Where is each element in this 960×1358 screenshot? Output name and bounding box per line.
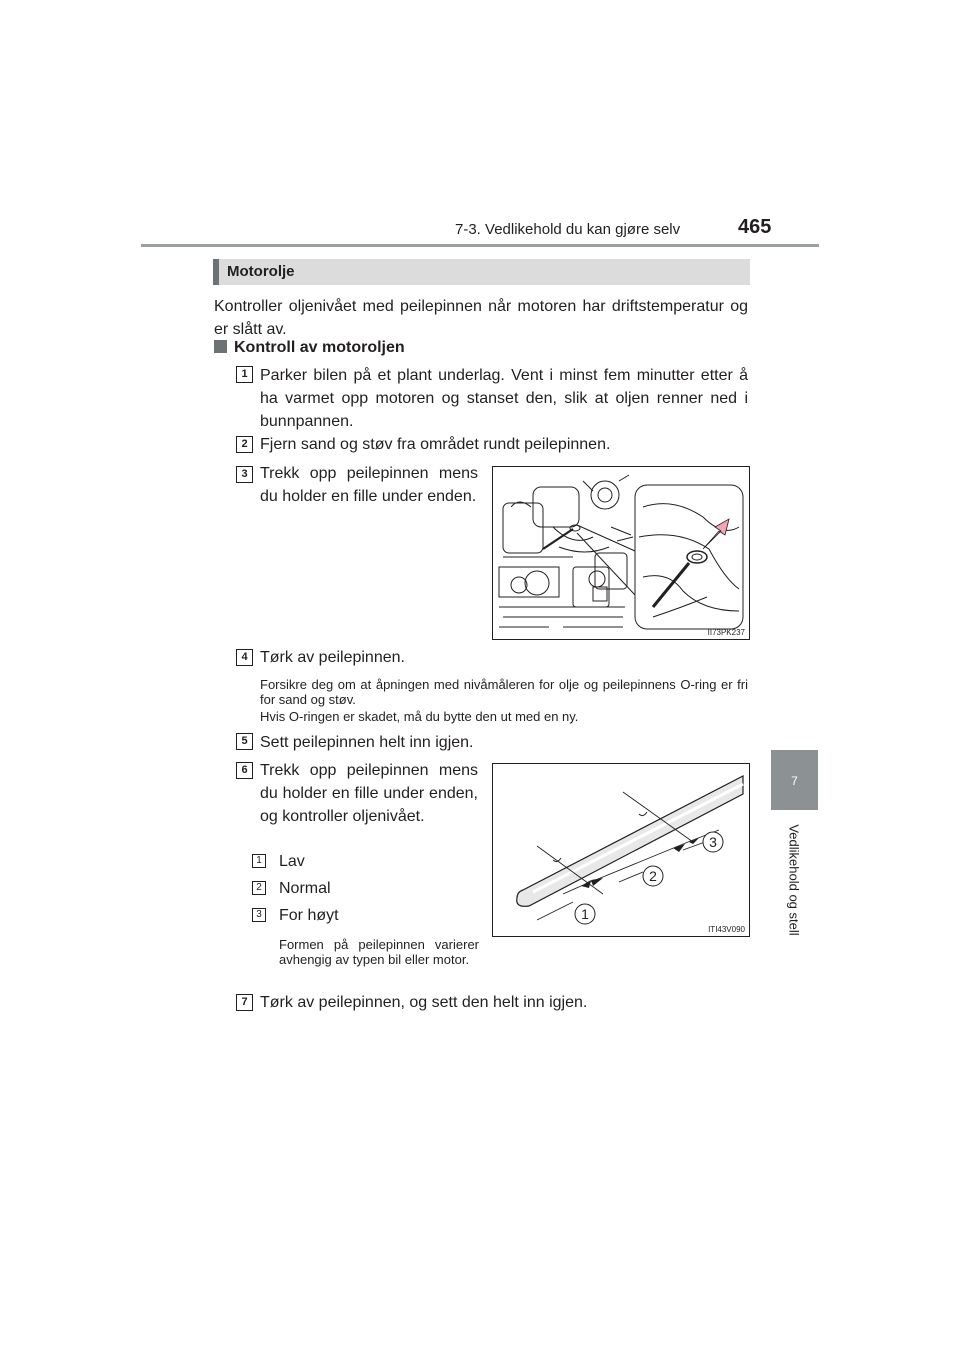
level-marker-3: 3 (252, 908, 266, 922)
callout-1-text: 1 (581, 906, 589, 922)
dipstick-level-figure (492, 763, 750, 937)
step-number-2: 2 (236, 436, 253, 453)
engine-figure-code: II73PK237 (707, 628, 745, 637)
section-title: Motorolje (227, 263, 295, 280)
step-6-text: Trekk opp peilepinnen mens du holder en fille under enden, og kontroller oljenivået. (260, 762, 478, 825)
level-marker-2: 2 (252, 881, 266, 895)
page-number: 465 (738, 216, 772, 238)
callout-circle-1-icon (575, 904, 595, 924)
step-2-text: Fjern sand og støv fra området rundt peilepinnen. (260, 436, 611, 453)
subheading (214, 339, 405, 357)
step-number-3: 3 (236, 466, 253, 483)
callout-2-text: 2 (649, 868, 657, 884)
step-number-1: 1 (236, 366, 253, 383)
step-1-text: Parker bilen på et plant underlag. Vent i minst fem minutter etter å ha varmet opp motoren og stanset den, slik at oljen renner ned i bunnpannen. (260, 367, 748, 430)
step-number-7: 7 (236, 994, 253, 1011)
engine-dipstick-figure (492, 466, 750, 640)
section-accent (213, 259, 219, 285)
callout-circle-3-icon (703, 832, 723, 852)
chapter-tab-number: 7 (791, 774, 798, 788)
step-4-note-2: Hvis O-ringen er skadet, må du bytte den ut med en ny. (260, 709, 579, 724)
chapter-tab (771, 750, 818, 810)
level-label-high: For høyt (279, 907, 339, 924)
step-number-6: 6 (236, 762, 253, 779)
square-bullet-icon (214, 340, 227, 353)
step-5-text: Sett peilepinnen helt inn igjen. (260, 734, 474, 751)
dipstick-illustration (493, 764, 749, 936)
chapter-title: 7-3. Vedlikehold du kan gjøre selv (455, 221, 681, 238)
step-number-4: 4 (236, 649, 253, 666)
intro-paragraph: Kontroller oljenivået med peilepinnen når motoren har driftstemperatur og er slått av. (214, 298, 748, 338)
subheading-text: Kontroll av motoroljen (234, 339, 405, 356)
section-header (213, 259, 750, 285)
engine-illustration (493, 467, 749, 639)
header-rule (141, 244, 819, 247)
callout-circle-2-icon (643, 866, 663, 886)
step-6-note: Formen på peilepinnen varierer avhengig av typen bil eller motor. (279, 937, 479, 967)
step-number-5: 5 (236, 733, 253, 750)
chapter-side-label: Vedlikehold og stell (786, 824, 802, 936)
step-3-text: Trekk opp peilepinnen mens du holder en fille under enden. (260, 465, 478, 505)
level-label-low: Lav (279, 853, 305, 870)
level-marker-1: 1 (252, 854, 266, 868)
step-4-text: Tørk av peilepinnen. (260, 649, 405, 666)
step-7-text: Tørk av peilepinnen, og sett den helt inn igjen. (260, 994, 588, 1011)
dipstick-figure-code: ITI43V090 (708, 925, 745, 934)
step-4-note-1: Forsikre deg om at åpningen med nivåmåleren for olje og peilepinnens O-ring er fri for sand og støv. (260, 677, 748, 707)
callout-3-text: 3 (709, 834, 717, 850)
level-label-normal: Normal (279, 880, 331, 897)
